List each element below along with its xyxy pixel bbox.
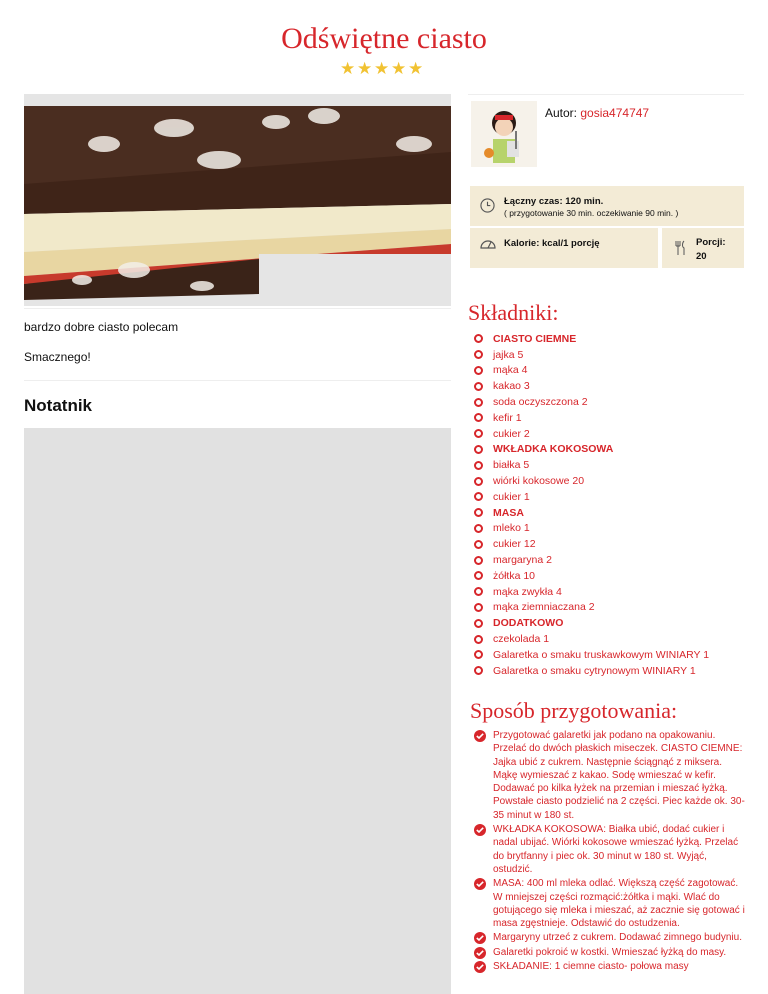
step-text: SKŁADANIE: 1 ciemne ciasto- połowa masy xyxy=(493,961,689,973)
cutlery-icon xyxy=(674,240,686,256)
rating-stars[interactable] xyxy=(340,60,430,78)
ingredient-item[interactable] xyxy=(474,663,754,679)
circle-bullet-icon xyxy=(474,571,483,580)
ingredient-item[interactable] xyxy=(474,410,754,426)
total-time: Łączny czas: 120 min. xyxy=(504,196,604,207)
ingredient-item[interactable] xyxy=(474,584,754,600)
ingredient-label[interactable]: mąka ziemniaczana 2 xyxy=(493,601,595,614)
check-circle-icon[interactable] xyxy=(474,878,486,890)
preparation-step xyxy=(474,946,746,959)
ingredient-item[interactable] xyxy=(474,378,754,394)
step-text: MASA: 400 ml mleka odlać. Większą część zagotować. W mniejszej części rozmącić:żółtka i mąki. Wlać do gotującego się mleka i mieszać, aż zacznie się gotować i masa zgęstnieje. Odstawić do ostudzenia. xyxy=(493,878,745,930)
ingredient-item[interactable] xyxy=(474,600,754,616)
ingredient-label[interactable]: cukier 12 xyxy=(493,538,536,551)
calories-text: Kalorie: kcal/1 porcję xyxy=(504,238,600,249)
star-icon[interactable]: ★ xyxy=(374,59,390,78)
ingredient-label[interactable]: jajka 5 xyxy=(493,348,524,361)
notes-title: Notatnik xyxy=(24,396,92,415)
circle-bullet-icon xyxy=(474,445,483,454)
ingredient-item[interactable] xyxy=(474,363,754,379)
circle-bullet-icon xyxy=(474,382,483,391)
divider xyxy=(468,94,744,95)
recipe-title: Odświętne ciasto xyxy=(281,22,487,55)
gauge-icon xyxy=(480,237,496,249)
circle-bullet-icon xyxy=(474,429,483,438)
ingredient-item[interactable] xyxy=(474,426,754,442)
ingredient-section-header[interactable] xyxy=(474,505,754,521)
circle-bullet-icon xyxy=(474,635,483,644)
ingredient-item[interactable] xyxy=(474,521,754,537)
clock-icon xyxy=(480,198,495,213)
circle-bullet-icon xyxy=(474,603,483,612)
ingredient-label[interactable]: czekolada 1 xyxy=(493,633,550,646)
portions-value: 20 xyxy=(696,251,707,262)
ingredient-section-header[interactable] xyxy=(474,331,754,347)
ingredient-label[interactable]: kefir 1 xyxy=(493,411,522,424)
preparation-step xyxy=(474,960,746,973)
author-link[interactable]: gosia474747 xyxy=(580,106,650,120)
preparation-title: Sposób przygotowania: xyxy=(470,698,678,723)
preparation-step xyxy=(474,729,746,822)
preparation-step xyxy=(474,823,746,876)
star-icon[interactable]: ★ xyxy=(408,59,424,78)
ingredient-item[interactable] xyxy=(474,631,754,647)
preparation-steps xyxy=(474,729,746,974)
circle-bullet-icon xyxy=(474,413,483,422)
check-circle-icon[interactable] xyxy=(474,932,486,944)
ingredient-label[interactable]: WKŁADKA KOKOSOWA xyxy=(493,443,614,456)
circle-bullet-icon xyxy=(474,398,483,407)
star-icon[interactable]: ★ xyxy=(357,59,373,78)
author-avatar[interactable] xyxy=(471,101,537,167)
circle-bullet-icon xyxy=(474,540,483,549)
ingredient-label[interactable]: CIASTO CIEMNE xyxy=(493,332,577,345)
ingredient-label[interactable]: kakao 3 xyxy=(493,380,530,393)
divider xyxy=(24,308,451,309)
check-circle-icon[interactable] xyxy=(474,961,486,973)
circle-bullet-icon xyxy=(474,492,483,501)
portions-label: Porcji: xyxy=(696,237,726,248)
calories-box xyxy=(470,228,658,268)
recipe-description: bardzo dobre ciasto polecam xyxy=(24,320,179,334)
circle-bullet-icon xyxy=(474,477,483,486)
portions-box xyxy=(662,228,744,268)
circle-bullet-icon xyxy=(474,334,483,343)
author-label: Autor: xyxy=(545,106,578,120)
ingredient-label[interactable]: margaryna 2 xyxy=(493,554,552,567)
circle-bullet-icon xyxy=(474,619,483,628)
ingredient-label[interactable]: Galaretka o smaku truskawkowym WINIARY 1 xyxy=(493,648,710,661)
star-icon[interactable]: ★ xyxy=(391,59,407,78)
circle-bullet-icon xyxy=(474,666,483,675)
time-detail: ( przygotowanie 30 min. oczekiwanie 90 min. ) xyxy=(504,208,679,218)
author-line xyxy=(545,106,649,120)
ingredient-label[interactable]: mąka 4 xyxy=(493,364,528,377)
ingredient-label[interactable]: żółtka 10 xyxy=(493,569,536,582)
check-circle-icon[interactable] xyxy=(474,730,486,742)
divider xyxy=(24,380,451,381)
ingredient-item[interactable] xyxy=(474,552,754,568)
ingredient-label[interactable]: mleko 1 xyxy=(493,522,530,535)
ingredient-item[interactable] xyxy=(474,489,754,505)
ingredient-label[interactable]: cukier 1 xyxy=(493,490,530,503)
ingredient-label[interactable]: MASA xyxy=(493,506,524,519)
circle-bullet-icon xyxy=(474,508,483,517)
circle-bullet-icon xyxy=(474,650,483,659)
circle-bullet-icon xyxy=(474,556,483,565)
circle-bullet-icon xyxy=(474,366,483,375)
circle-bullet-icon xyxy=(474,461,483,470)
check-circle-icon[interactable] xyxy=(474,947,486,959)
ingredient-item[interactable] xyxy=(474,473,754,489)
ingredient-label[interactable]: białka 5 xyxy=(493,459,530,472)
circle-bullet-icon xyxy=(474,587,483,596)
ingredients-title: Składniki: xyxy=(468,300,559,325)
ingredient-label[interactable]: Galaretka o smaku cytrynowym WINIARY 1 xyxy=(493,664,696,677)
step-text: WKŁADKA KOKOSOWA: Białka ubić, dodać cukier i nadal ubijać. Wiórki kokosowe wmieszać łyżką. Przelać do brytfanny i piec ok. 30 minut w 180 st. Wyjąć, ostudzić. xyxy=(493,824,739,875)
recipe-photo[interactable] xyxy=(24,94,451,306)
ingredient-label[interactable]: wiórki kokosowe 20 xyxy=(493,475,585,488)
step-text: Przygotować galaretki jak podano na opakowaniu. Przelać do dwóch płaskich miseczek. CIASTO CIEMNE: Jajka ubić z cukrem. Następnie ściągnąć z miksera. Mąkę wymieszać z kakao. Sodę wmieszać w kefir. Dodawać po kilka łyżek na przemian i mieszać łyżką. Powstałe ciasto podzielić na 2 części. Piec każde ok. 30-35 minut w 180 st. xyxy=(493,730,745,821)
ingredient-label[interactable]: DODATKOWO xyxy=(493,617,564,630)
circle-bullet-icon xyxy=(474,524,483,533)
ingredient-label[interactable]: soda oczyszczona 2 xyxy=(493,396,588,409)
notes-area[interactable] xyxy=(24,428,451,994)
ingredient-section-header[interactable] xyxy=(474,615,754,631)
check-circle-icon[interactable] xyxy=(474,824,486,836)
ingredient-item[interactable] xyxy=(474,536,754,552)
ingredients-list xyxy=(474,331,754,679)
total-time-box xyxy=(470,186,744,226)
ingredient-item[interactable] xyxy=(474,457,754,473)
step-text: Galaretki pokroić w kostki. Wmieszać łyżką do masy. xyxy=(493,946,727,958)
star-icon[interactable]: ★ xyxy=(340,59,356,78)
ingredient-section-header[interactable] xyxy=(474,442,754,458)
ingredient-label[interactable]: mąka zwykła 4 xyxy=(493,585,562,598)
ingredient-item[interactable] xyxy=(474,347,754,363)
ingredient-item[interactable] xyxy=(474,568,754,584)
preparation-step xyxy=(474,931,746,944)
ingredient-label[interactable]: cukier 2 xyxy=(493,427,530,440)
preparation-step xyxy=(474,877,746,930)
step-text: Margaryny utrzeć z cukrem. Dodawać zimnego budyniu. xyxy=(493,932,742,944)
ingredient-item[interactable] xyxy=(474,647,754,663)
recipe-closing: Smacznego! xyxy=(24,350,91,364)
ingredient-item[interactable] xyxy=(474,394,754,410)
circle-bullet-icon xyxy=(474,350,483,359)
